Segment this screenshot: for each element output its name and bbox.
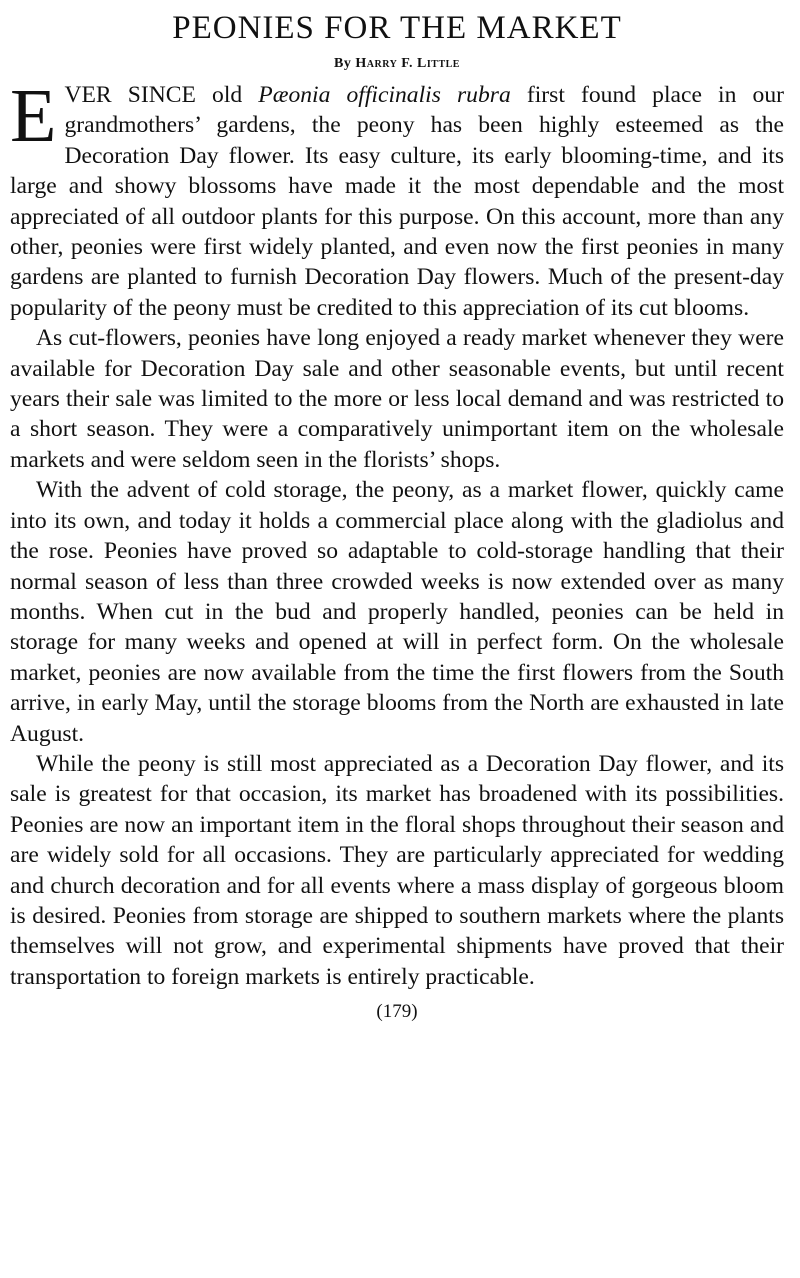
species-name: Pæonia officinalis rubra — [258, 82, 511, 108]
page — [10, 6, 784, 1026]
paragraph-4: While the peony is still most appreciated as a Decoration Day flower, and its sale is greatest for that occasion, its market has broadened with its possibilities. Peonies are now an important item in the floral shops throughout their season and are widely sold for all occasions. They are particularly appreciated for wedding and church decoration and for all events where a mass display of gorgeous bloom is desired. Peonies from storage are shipped to southern markets where the plants themselves will not grow, and experimental shipments have proved that their transportation to foreign markets is entirely practicable. — [10, 750, 784, 990]
article-body — [10, 74, 784, 992]
page-number: (179) — [376, 1001, 418, 1023]
byline — [10, 54, 784, 74]
article-title: PEONIES FOR THE MARKET — [172, 10, 622, 46]
paragraph-2: As cut-flowers, peonies have long enjoyed a ready market whenever they were available for Decoration Day sale and other seasonable events, but until recent years their sale was limited to the more or less local demand and was restricted to a short season. They were a comparatively unimportant item on the wholesale markets and were seldom seen in the florists’ shops. — [10, 325, 784, 473]
paragraph-1-text: first found place in our grandmothers’ gardens, the peony has been highly esteemed as the Decoration Day flower. Its easy culture, its early blooming-time, and its large and showy blossoms have made it the most dependable and the most appreciated of all outdoor plants for this purpose. On this account, more than any other, peonies were first widely planted, and even now the first peonies in many gardens are planted to furnish Decoration Day flowers. Much of the present-day popularity of the peony must be credited to this appreciation of its cut blooms. — [10, 82, 784, 321]
byline-prefix: By — [334, 56, 352, 71]
paragraph-1-lead: VER SINCE old — [64, 82, 259, 108]
paragraph-1 — [10, 74, 784, 323]
paragraph-3: With the advent of cold storage, the peony, as a market flower, quickly came into its own, and today it holds a commercial place along with the gladiolus and the rose. Peonies have proved so adaptable to cold-storage handling that their normal season of less than three crowded weeks is now extended over as many months. When cut in the bud and properly handled, peonies can be held in storage for many weeks and opened at will in perfect form. On the wholesale market, peonies are now available from the time the first flowers from the South arrive, in early May, until the storage blooms from the North are exhausted in late August. — [10, 477, 784, 747]
drop-cap: E — [10, 74, 57, 158]
byline-author: Harry F. Little — [355, 56, 460, 71]
